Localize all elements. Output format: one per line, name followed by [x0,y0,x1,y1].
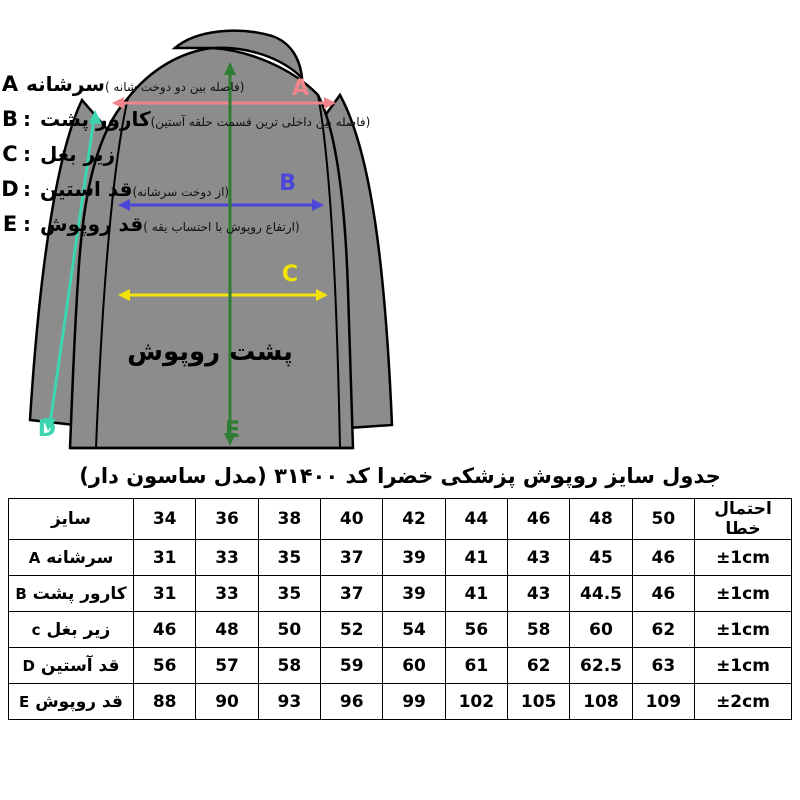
legend-colon-d: : [23,177,31,201]
row-c-value-1: 60 [570,612,632,648]
table-row [9,540,792,576]
row-d-value-6: 58 [258,648,320,684]
row-b-value-4: 39 [383,576,445,612]
row-c-label-key: c [31,620,41,639]
row-e-value-7: 90 [196,684,258,720]
row-b-value-0: 46 [632,576,694,612]
row-c-label-text: زیر بغل [46,619,111,640]
row-a-value-2: 43 [508,540,570,576]
row-c-value-2: 58 [508,612,570,648]
row-a-value-7: 33 [196,540,258,576]
row-b-value-6: 35 [258,576,320,612]
row-d-value-1: 62.5 [570,648,632,684]
row-a-value-1: 45 [570,540,632,576]
legend-note-e: (ارتفاع روپوش با احتساب یقه ) [143,220,300,234]
row-e-value-8: 88 [134,684,196,720]
row-c-tolerance: ±1cm [695,612,792,648]
table-row [9,684,792,720]
header-size-34: 34 [134,499,196,540]
row-d-value-8: 56 [134,648,196,684]
legend-label-a: سرشانه [26,72,105,96]
row-c-value-5: 52 [321,612,383,648]
legend-note-b: (فاصله بین داخلی ترین قسمت حلقه آستین) [150,115,371,129]
legend-item-e [0,212,414,236]
table-row [9,648,792,684]
row-e-value-3: 102 [445,684,507,720]
row-d-value-5: 59 [321,648,383,684]
size-table [8,498,792,720]
legend-label-c: زیر بغل [40,142,116,166]
row-b-value-5: 37 [321,576,383,612]
row-c-value-3: 56 [445,612,507,648]
diagram-letter-a: A [291,76,309,101]
diagram-letter-b: B [279,171,296,196]
header-size-42: 42 [383,499,445,540]
row-a-label-key: A [28,548,41,567]
row-b-value-2: 43 [508,576,570,612]
diagram-letter-d: D [37,417,56,442]
size-table-container [0,498,800,720]
row-d-value-7: 57 [196,648,258,684]
legend-note-d: (از دوخت سرشانه) [132,185,230,199]
row-a-value-0: 46 [632,540,694,576]
header-size-label: سایز [9,499,134,540]
header-size-36: 36 [196,499,258,540]
legend-label-e: قد روپوش [40,212,144,236]
diagram-letter-e: E [224,418,240,443]
row-b-label [9,576,134,612]
row-b-value-1: 44.5 [570,576,632,612]
row-a-value-6: 35 [258,540,320,576]
header-tolerance: احتمال خطا [695,499,792,540]
row-b-value-3: 41 [445,576,507,612]
diagram-letter-c: C [281,262,298,287]
row-e-value-2: 105 [508,684,570,720]
row-a-label-text: سرشانه [46,547,114,568]
row-c-value-0: 62 [632,612,694,648]
row-c-value-8: 46 [134,612,196,648]
row-a-value-3: 41 [445,540,507,576]
row-b-label-key: B [15,584,27,603]
garment-back-label: پشت روپوش [127,337,293,367]
row-c-value-6: 50 [258,612,320,648]
legend-letter-d: D [1,177,19,201]
legend-colon-c: : [23,142,31,166]
row-d-tolerance: ±1cm [695,648,792,684]
legend-item-a [0,72,414,96]
row-d-value-0: 63 [632,648,694,684]
row-e-value-5: 96 [321,684,383,720]
row-a-value-8: 31 [134,540,196,576]
row-a-value-5: 37 [321,540,383,576]
legend-label-b: کارور پشت [40,107,151,131]
legend-letter-a: A [1,72,19,96]
row-d-label-text: قد آستین [40,655,120,676]
header-size-50: 50 [632,499,694,540]
header-size-40: 40 [321,499,383,540]
legend-colon-e: : [23,212,31,236]
header-size-38: 38 [258,499,320,540]
row-b-label-text: کارور پشت [32,583,127,604]
measurement-legend [0,72,420,247]
table-row [9,612,792,648]
row-b-value-7: 33 [196,576,258,612]
row-e-label [9,684,134,720]
row-a-value-4: 39 [383,540,445,576]
row-a-tolerance: ±1cm [695,540,792,576]
row-e-label-key: E [19,692,30,711]
table-header-row [9,499,792,540]
row-e-label-text: قد روپوش [35,691,123,712]
row-e-value-0: 109 [632,684,694,720]
row-b-value-8: 31 [134,576,196,612]
row-c-value-7: 48 [196,612,258,648]
row-d-value-4: 60 [383,648,445,684]
row-e-value-1: 108 [570,684,632,720]
header-size-46: 46 [508,499,570,540]
row-d-label-key: D [22,656,35,675]
row-e-tolerance: ±2cm [695,684,792,720]
legend-item-d [0,177,414,201]
legend-letter-c: C [2,142,18,166]
row-e-value-4: 99 [383,684,445,720]
header-size-44: 44 [445,499,507,540]
header-size-48: 48 [570,499,632,540]
page-title: جدول سایز روپوش پزشکی خضرا کد ۳۱۴۰۰ (مدل ساسون دار) [79,464,721,488]
row-c-label [9,612,134,648]
row-d-label [9,648,134,684]
legend-colon-b: : [23,107,31,131]
legend-label-d: قد استین [40,177,133,201]
legend-letter-e: E [2,212,18,236]
legend-item-b [0,107,414,131]
row-d-value-2: 62 [508,648,570,684]
row-e-value-6: 93 [258,684,320,720]
table-row [9,576,792,612]
legend-letter-b: B [1,107,18,131]
row-d-value-3: 61 [445,648,507,684]
legend-note-a: (فاصله بین دو دوخت شانه ) [104,80,245,94]
row-a-label [9,540,134,576]
row-c-value-4: 54 [383,612,445,648]
row-b-tolerance: ±1cm [695,576,792,612]
legend-item-c [0,142,414,166]
